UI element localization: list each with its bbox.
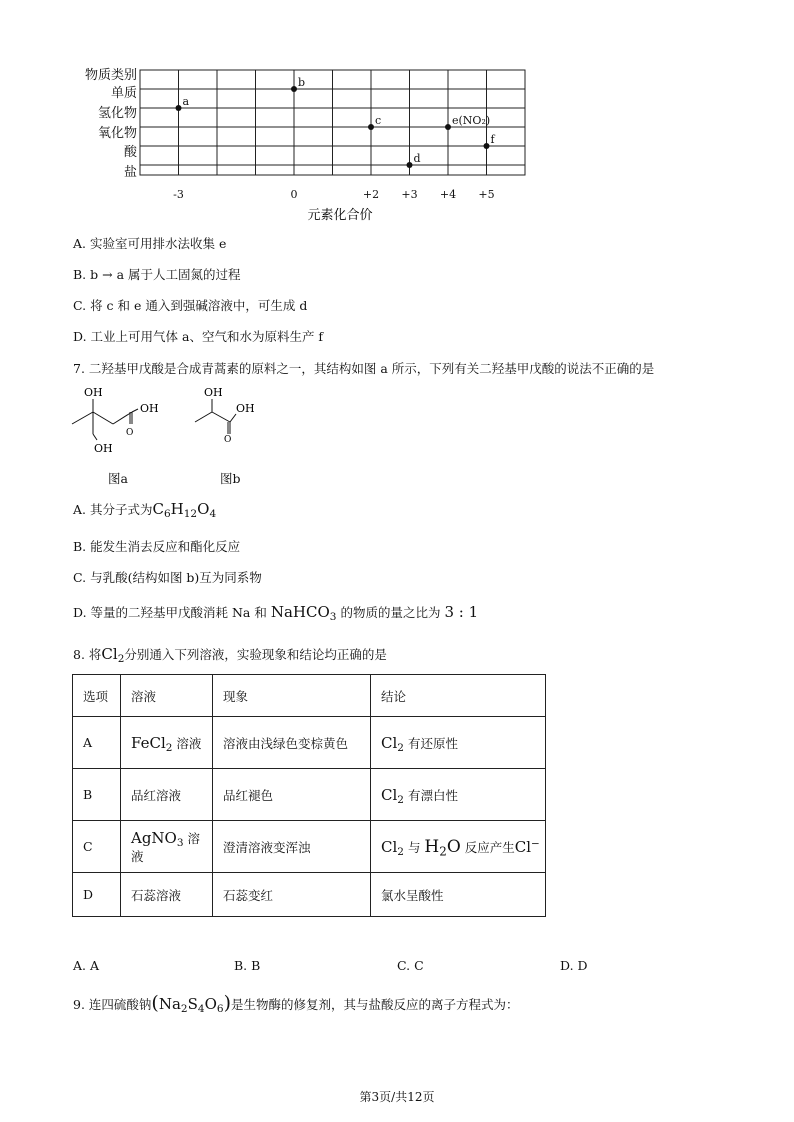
experiment-table	[72, 674, 546, 917]
x-tick-label: +5	[478, 188, 495, 201]
table-header-row	[73, 675, 546, 717]
q9-stem: 9. 连四硫酸钠$(Na_2S_4O_6)$是生物酶的修复剂，其与盐酸反应的离子方程式为：	[73, 992, 519, 1016]
table-row: B 品红溶液 品红褪色 $Cl_2$ 有漂白性	[73, 769, 546, 821]
data-point	[407, 162, 413, 168]
data-point	[368, 124, 374, 130]
ratio: 3 : 1	[444, 603, 479, 621]
row-label: 物质类别	[84, 68, 137, 83]
fig-b-oh-right: OH	[236, 402, 255, 415]
table-row: D 石蕊溶液 石蕊变红 氯水呈酸性	[73, 873, 546, 917]
q7-stem: 7. 二羟基甲戊酸是合成青蒿素的原料之一，其结构如图 a 所示，下列有关二羟基甲戊酸的说法不正确的是	[73, 361, 655, 376]
formula-c6h12o4: $C_6H_{12}O_4$	[152, 500, 217, 521]
data-point-label: d	[413, 152, 421, 165]
formula-cl2: $Cl_2$	[101, 645, 125, 666]
q8-stem: 8. 将$Cl_2$分别通入下列溶液，实验现象和结论均正确的是	[73, 645, 387, 666]
fig-b-o: O	[224, 435, 232, 442]
x-tick-label: +3	[401, 188, 418, 201]
formula-na2s4o6: $(Na_2S_4O_6)$	[151, 992, 231, 1016]
x-tick-label: 0	[290, 188, 298, 201]
page-footer: 第3页/共12页	[359, 1090, 435, 1104]
structure-fig-b	[190, 382, 270, 442]
row-label: 盐	[123, 165, 137, 180]
q8-choice-b: B. B	[234, 958, 261, 973]
q6-option-d: D. 工业上可用气体 a、空气和水为原料生产 f	[73, 329, 324, 344]
q8-choice-c: C. C	[397, 958, 424, 973]
data-point	[291, 86, 297, 92]
q7-option-c: C. 与乳酸(结构如图 b)互为同系物	[73, 570, 262, 585]
q6-option-b: B. b → a 属于人工固氮的过程	[73, 267, 241, 282]
q7-option-a: A. 其分子式为$C_6H_{12}O_4$	[73, 500, 217, 521]
data-point	[484, 143, 490, 149]
x-tick-label: +2	[362, 188, 380, 201]
x-tick-label: -3	[173, 188, 184, 201]
x-tick-label: +4	[439, 188, 457, 201]
q8-choice-d: D. D	[560, 958, 588, 973]
data-point	[176, 105, 182, 111]
fig-a-oh-top: OH	[84, 386, 103, 399]
q6-option-c: C. 将 c 和 e 通入到强碱溶液中，可生成 d	[73, 298, 308, 313]
row-label: 氧化物	[97, 126, 137, 141]
header-conclusion: 结论	[371, 675, 546, 717]
fig-a-o: O	[126, 428, 134, 438]
x-axis-title: 元素化合价	[307, 208, 373, 223]
q7-option-d: D. 等量的二羟基甲戊酸消耗 Na 和 NaHCO$_3$ 的物质的量之比为 3 : 1	[73, 603, 479, 624]
header-option: 选项	[73, 675, 121, 717]
data-point	[445, 124, 451, 130]
data-point-label: b	[298, 76, 306, 89]
row-label: 氢化物	[97, 106, 137, 121]
row-label: 单质	[110, 86, 137, 101]
fig-a-caption: 图a	[108, 471, 128, 486]
fig-b-oh-top: OH	[204, 386, 223, 399]
row-label: 酸	[123, 145, 137, 160]
formula-nahco3: NaHCO$_3$	[270, 603, 337, 624]
q6-option-a: A. 实验室可用排水法收集 e	[73, 236, 227, 251]
data-point-label: f	[490, 133, 495, 146]
q6-b-reaction: b → a	[90, 267, 125, 282]
data-point-label: e(NO₂)	[452, 114, 491, 127]
q7-option-b: B. 能发生消去反应和酯化反应	[73, 539, 241, 554]
data-point-label: c	[375, 114, 382, 127]
data-point-label: a	[182, 95, 190, 108]
fig-a-oh-right: OH	[140, 402, 159, 415]
header-solution: 溶液	[121, 675, 213, 717]
table-row: C AgNO$_3$ 溶液 澄清溶液变浑浊 $Cl_2$ 与 $H_2O$ 反应产生Cl−	[73, 821, 546, 873]
valence-category-chart	[60, 60, 540, 230]
structure-fig-a	[70, 382, 170, 457]
table-row: A FeCl$_2$ 溶液 溶液由浅绿色变棕黄色 $Cl_2$ 有还原性	[73, 717, 546, 769]
fig-a-oh-bottom: OH	[94, 442, 113, 455]
header-phenomenon: 现象	[213, 675, 371, 717]
q8-choice-a: A. A	[73, 958, 100, 973]
fig-b-caption: 图b	[220, 471, 241, 486]
